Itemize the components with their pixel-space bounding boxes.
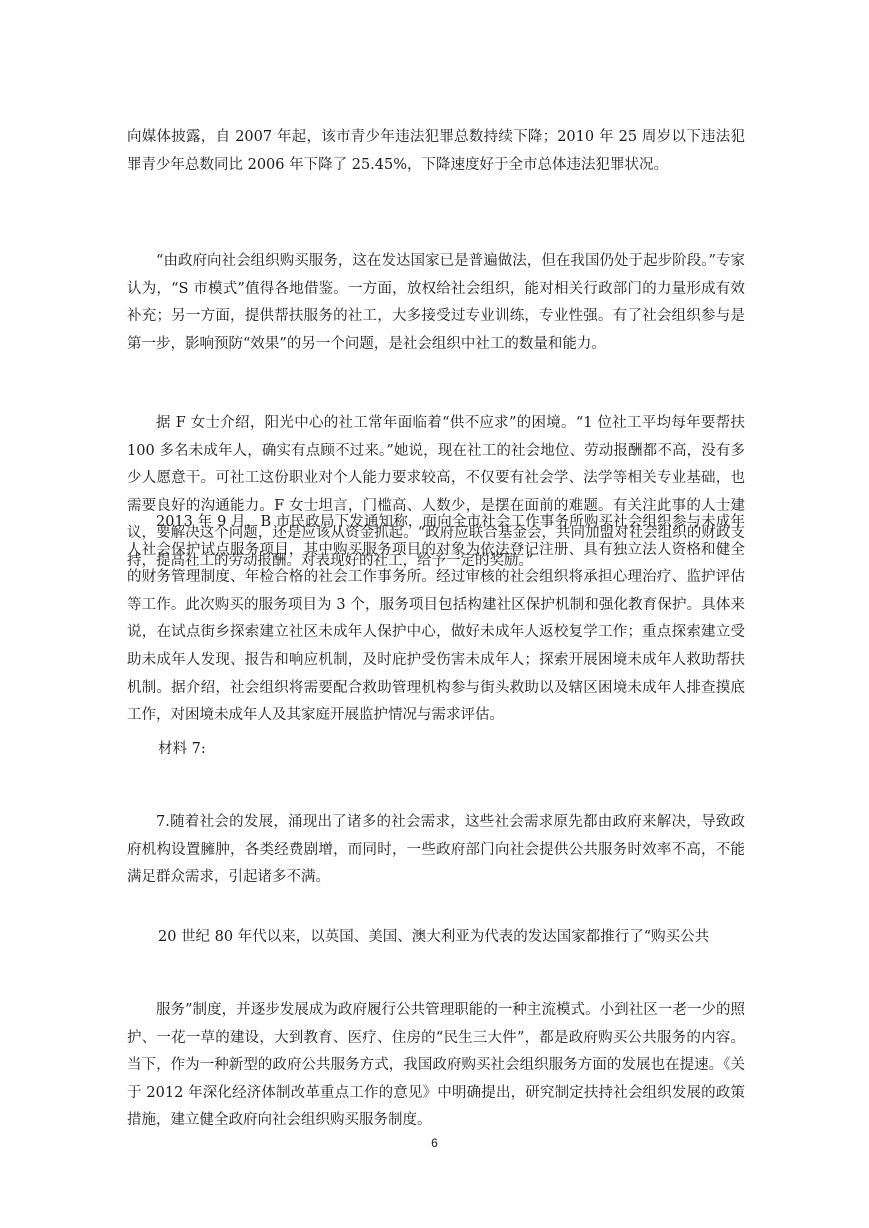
paragraph-7: 服务”制度，并逐步发展成为政府履行公共管理职能的一种主流模式。小到社区一老一少的照护、一花一草的建设，大到教育、医疗、住房的“民生三大件”，都是政府购买公共服务的内容。当下，作为一种新型的政府公共服务方式，我国政府购买社会组织服务方面的发展也在提速。《关于 2012 年深化经济体制改革重点工作的意见》中明确提出，研究制定扶持社会组织发展的政策措施，建立健全政府向社会组织购买服务制度。 — [127, 1002, 745, 1129]
paragraph-6: 20 世纪 80 年代以来，以英国、美国、澳大利亚为代表的发达国家都推行了“购买公共 — [158, 929, 710, 945]
page-number: 6 — [431, 1136, 438, 1150]
paragraph-3: 据 F 女士介绍，阳光中心的社工常年面临着“供不应求”的困境。“1 位社工平均每年要帮扶 100 多名未成年人，确实有点顾不过来。”她说，现在社工的社会地位、劳动报酬都不高，没有多少人愿意干。可社工这份职业对个人能力要求较高，不仅要有社会学、法学等相关专业基础，也需要良好的沟通能力。F 女士坦言，门槛高、人数少，是摆在面前的难题。有关注此事的人士建议，要解决这个问题，还是应该从资金抓起。“政府应联合基金会，共同加盟对社会组织的财政支持，提高社工的劳动报酬。对表现好的社工，给予一定的奖励。” — [127, 415, 745, 569]
paragraph-1: 向媒体披露，自 2007 年起，该市青少年违法犯罪总数持续下降；2010 年 25 周岁以下违法犯罪青少年总数同比 2006 年下降了 25.45%，下降速度好于全市总体违法犯罪状况。 — [127, 129, 745, 173]
material-heading: 材料 7: — [158, 741, 206, 757]
paragraph-2: “由政府向社会组织购买服务，这在发达国家已是普遍做法，但在我国仍处于起步阶段。”专家认为，“S 市模式”值得各地借鉴。一方面，放权给社会组织，能对相关行政部门的力量形成有效补充；另一方面，提供帮扶服务的社工，大多接受过专业训练，专业性强。有了社会组织参与是第一步，影响预防“效果”的另一个问题，是社会组织中社工的数量和能力。 — [127, 253, 745, 352]
paragraph-5: 7.随着社会的发展，涌现出了诸多的社会需求，这些社会需求原先都由政府来解决，导致政府机构设置臃肿，各类经费剧增，而同时，一些政府部门向社会提供公共服务时效率不高，不能满足群众需求，引起诸多不满。 — [127, 814, 745, 886]
paragraph-4: 2013 年 9 月，B 市民政局下发通知称，面向全市社会工作事务所购买社会组织参与未成年人社会保护试点服务项目，其中购买服务项目的对象为依法登记注册、具有独立法人资格和健全的财务管理制度、年检合格的社会工作事务所。经过审核的社会组织将承担心理治疗、监护评估等工作。此次购买的服务项目为 3 个，服务项目包括构建社区保护机制和强化教育保护。具体来说，在试点街乡探索建立社区未成年人保护中心，做好未成年人返校复学工作；重点探索建立受助未成年人发现、报告和响应机制，及时庇护受伤害未成年人；探索开展困境未成年人救助帮扶机制。据介绍，社会组织将需要配合救助管理机构参与街头救助以及辖区困境未成年人排查摸底工作，对困境未成年人及其家庭开展监护情况与需求评估。 — [127, 514, 745, 724]
